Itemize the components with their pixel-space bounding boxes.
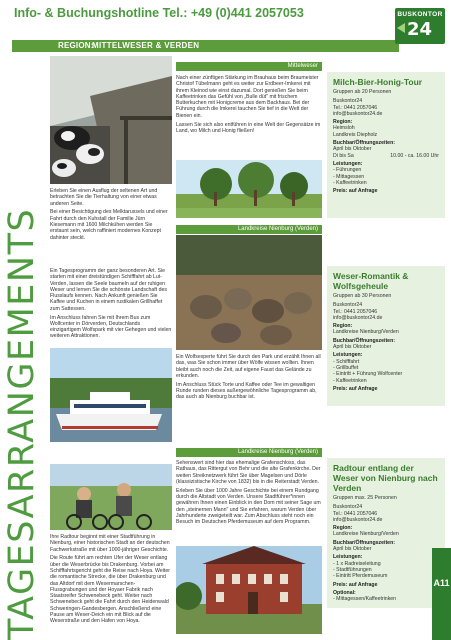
- garden-trees-photo: [176, 160, 322, 218]
- side-title: TAGESARRANGEMENTS: [2, 207, 42, 640]
- paragraph: Ihre Radtour beginnt mit einer Stadtführung in Nienburg, einer historischen Stadt an der deutschen Fachwerkstraße mit über 1000-jähriger Geschichte.: [50, 534, 170, 553]
- region-label: REGION:: [58, 41, 94, 50]
- offer-title: Milch-Bier-Honig-Tour: [333, 77, 423, 87]
- offer-price: Preis: auf Anfrage: [333, 385, 378, 392]
- offer-optional-heading: Optional:: [333, 589, 356, 596]
- offer-title: Radtour entlang der Weser von Nienburg nach Verden: [333, 463, 438, 493]
- section-bar-3: [176, 448, 322, 457]
- paragraph: Erleben Sie einen Ausflug der seltenen Art und betrachten Sie die Tierhaltung von einer etwas anderen Seite.: [50, 188, 158, 207]
- paragraph: Sehenswert sind hier das ehemalige Grafenschloss, das Rathaus, das Rittergut von Behr und die alte Grafenkirche. Der weiten Streiknetzwerk führt Sie über Magelsen und Dörle (klassizistische Kirche von 1832) bis in die Reiterstadt Verden.: [176, 460, 321, 485]
- offer-region-line: Landkreise Nienburg/Verden: [333, 329, 399, 336]
- offer-region-heading: Region:: [333, 525, 353, 532]
- paragraph: Erleben Sie über 1000 Jahre Geschichte bei einem Rundgang durch die Altstadt von Verden. Unsere Stadtführer*innen gewähren Ihnen einen Einblick in den Dom mit seiner Sage um den „steinernen Mann" und Sie erfahren, warum Verden über Jahrhunderte zweigeteilt war. Zum Abschluss steht noch ein Besuch im Deutschen Pferdemuseum auf dem Programm.: [176, 487, 321, 526]
- offer-services-heading: Leistungen:: [333, 554, 363, 561]
- intro-text-1: [50, 188, 172, 243]
- offer-company: Buskontor24: [333, 504, 363, 511]
- buskontor-logo: [395, 8, 445, 44]
- offer-service-item: - Schifffahrt: [333, 358, 360, 365]
- offer-period-line: April bis Oktober: [333, 344, 372, 351]
- cyclists-photo: [50, 464, 172, 530]
- offer-services-heading: Leistungen:: [333, 352, 363, 359]
- offer-period-line: April bis Oktober: [333, 546, 372, 553]
- offer-region-heading: Region:: [333, 119, 353, 126]
- offer-group-size: Gruppen max. 25 Personen: [333, 495, 397, 501]
- description-text-1: [176, 75, 322, 137]
- section-bar-2: [176, 225, 322, 234]
- offer-email[interactable]: info@buskontor24.de: [333, 314, 383, 321]
- offer-region-heading: Region:: [333, 323, 353, 330]
- region-value: MITTELWESER & VERDEN: [92, 41, 200, 50]
- logo-number: 24: [407, 19, 433, 40]
- offer-service-item: - Mittagessen: [333, 173, 365, 180]
- offer-phone: Tel.: 0441 2057046: [333, 308, 378, 315]
- offer-phone: Tel.: 0441 2057046: [333, 510, 378, 517]
- intro-text-3: [50, 534, 172, 627]
- offer-service-item: - 1 x Radreiseleitung: [333, 560, 381, 567]
- offer-service-item: - Grillbuffet: [333, 364, 359, 371]
- booking-hotline: Info- & Buchungshotline Tel.: +49 (0)441 2057053: [14, 6, 304, 20]
- offer-region-line: Heimsloh: [333, 125, 355, 132]
- page-number-tab: [432, 548, 451, 640]
- offer-box-radtour: [327, 458, 445, 608]
- offer-hours: 10.00 - ca. 16.00 Uhr: [390, 152, 439, 159]
- offer-box-weser-romantik: [327, 266, 445, 406]
- section-bar-label: Mittelweser: [287, 63, 318, 69]
- cow-barn-photo: [50, 56, 172, 184]
- paragraph: Im Anschluss Stück Torte und Kaffee oder Tee im gewaltigen Runde runden dieses außergewöhnliche Tagesprogramm ab, das auch ab Nienburg buchbar ist.: [176, 381, 317, 401]
- offer-group-size: Gruppen ab 30 Personen: [333, 293, 392, 299]
- offer-email[interactable]: info@buskontor24.de: [333, 110, 383, 117]
- page-header: [0, 0, 451, 52]
- logo-arrow-icon: [397, 23, 405, 33]
- offer-price: Preis: auf Anfrage: [333, 581, 378, 588]
- offer-period-line: April bis Oktober: [333, 146, 372, 153]
- paragraph: Lassen Sie sich also entführen in eine Welt der Gegensätze im Land, wo Milch und Honig fließen!: [176, 121, 321, 134]
- description-text-2: [176, 354, 322, 403]
- offer-service-item: - Kaffeetrinken: [333, 179, 367, 186]
- paragraph: Ein Wolfsexperte führt Sie durch den Park und erzählt Ihnen all das, was Sie schon immer über Wölfe wissen wollten. Ihnen bleibt auch noch die Zeit, auf eigene Faust das Gelände zu erkunden.: [176, 354, 321, 379]
- offer-box-milch-bier-honig: [327, 72, 445, 218]
- offer-optional-item: - Mittagessen/Kaffeetrinken: [333, 596, 397, 603]
- intro-text-2: [50, 268, 172, 342]
- paragraph: Ein Tagesprogramm der ganz besonderen Art. Sie starten mit einer dreistündigen Schifffahrt ab Lut-Verden, lassen die Seele baumeln auf der ruhigen Weser und lernen Sie die schönste Landschaft des Flusslaufs kennen. Nach Ankunft genießen Sie Kaffee und Kuchen in einem rustikalen Grillhaffet zum Sattessen.: [50, 268, 167, 312]
- offer-service-item: - Kaffeetrinken: [333, 377, 367, 384]
- offer-price: Preis: auf Anfrage: [333, 188, 378, 195]
- offer-hours-row: [333, 153, 439, 159]
- logo-wordmark: BUSKONTOR: [397, 11, 443, 18]
- offer-period-heading: Buchbar/Öffnungszeiten:: [333, 337, 395, 344]
- brick-building-photo: [176, 546, 322, 634]
- wolves-photo: [176, 235, 322, 350]
- offer-region-line: Landkreis Diepholz: [333, 131, 378, 138]
- region-bar: [12, 40, 399, 52]
- offer-service-item: - Stadtführungen: [333, 566, 372, 573]
- offer-company: Buskontor24: [333, 302, 363, 309]
- section-bar-label: Landkreise Nienburg (Verden): [237, 226, 318, 232]
- offer-service-item: - Eintritt + Führung Wolfcenter: [333, 371, 403, 378]
- offer-service-item: - Führungen: [333, 167, 362, 174]
- description-text-3: [176, 460, 322, 528]
- ship-photo: [50, 348, 172, 442]
- offer-period-heading: Buchbar/Öffnungszeiten:: [333, 140, 395, 147]
- section-bar-1: [176, 62, 322, 71]
- offer-service-item: - Eintritt Pferdemuseum: [333, 573, 388, 580]
- offer-title: Weser-Romantik & Wolfsgeheule: [333, 271, 409, 291]
- offer-days: Di bis Sa: [333, 152, 354, 159]
- offer-region-line: Landkreise Nienburg/Verden: [333, 531, 399, 538]
- section-bar-label: Landkreise Nienburg (Verden): [237, 449, 318, 455]
- paragraph: Bei einer Besichtigung des Melktarussels und einer Fahrt durch den Kuhstall der Familie Jürn Kiesemann mit 1600 Milchkühen werden Sie erstaunt sein, welch raffiniert modernes Konzept dahinter steckt.: [50, 209, 168, 241]
- page-number: A11: [433, 578, 450, 588]
- paragraph: Im Anschluss fahren Sie mit Ihrem Bus zum Wolfcenter in Dörverden, Deutschlands einzigartigem Wolfspark mit vier Gehegen und vielen weiteren Attraktionen.: [50, 314, 172, 340]
- offer-services-heading: Leistungen:: [333, 160, 363, 167]
- offer-period-heading: Buchbar/Öffnungszeiten:: [333, 539, 395, 546]
- offer-group-size: Gruppen ab 20 Personen: [333, 89, 392, 95]
- offer-email[interactable]: info@buskontor24.de: [333, 516, 383, 523]
- offer-phone: Tel.: 0441 2057046: [333, 104, 378, 111]
- offer-company: Buskontor24: [333, 98, 363, 105]
- paragraph: Die Route führt am rechten Ufer der Weser entlang über die Weserbrücke bis Drakenburg. Vorbei am Schifffahrtsgericht geht die Reise nach Hoya. Weiter die romantische Strecke, die über Drakenburg und das Altdorf mit dem Wesermarschen-Flussgrabungen und der Hoyaer Fabrik nach Staatsreifer Schwenebeck geht. Weiter nach Schwenebeck geht die Fahrt durch den Heidenwald Schweringen-Gandesbergen. Anschließend eine Pause am Weser-Deich ein mit Blick auf die Weserstraße und den Hafen von Hoya.: [50, 555, 170, 625]
- paragraph: Nach einer zünftigen Stärkung im Brauhaus beim Braumeister Christof Tübelmann geht es weiter zur Erdbeer-Imkerei mit ihrem Kleinod wie einst dazumal. Dort genießen Sie beim Kaffeetrinken das Gefühl von „Bulle düt" mit frischem Butterkuchen mit Honigcreme aus dem Backhaus. Bei der Führung durch die Imkerei tauchen Sie tief in die Welt der Bienen ein.: [176, 75, 319, 119]
